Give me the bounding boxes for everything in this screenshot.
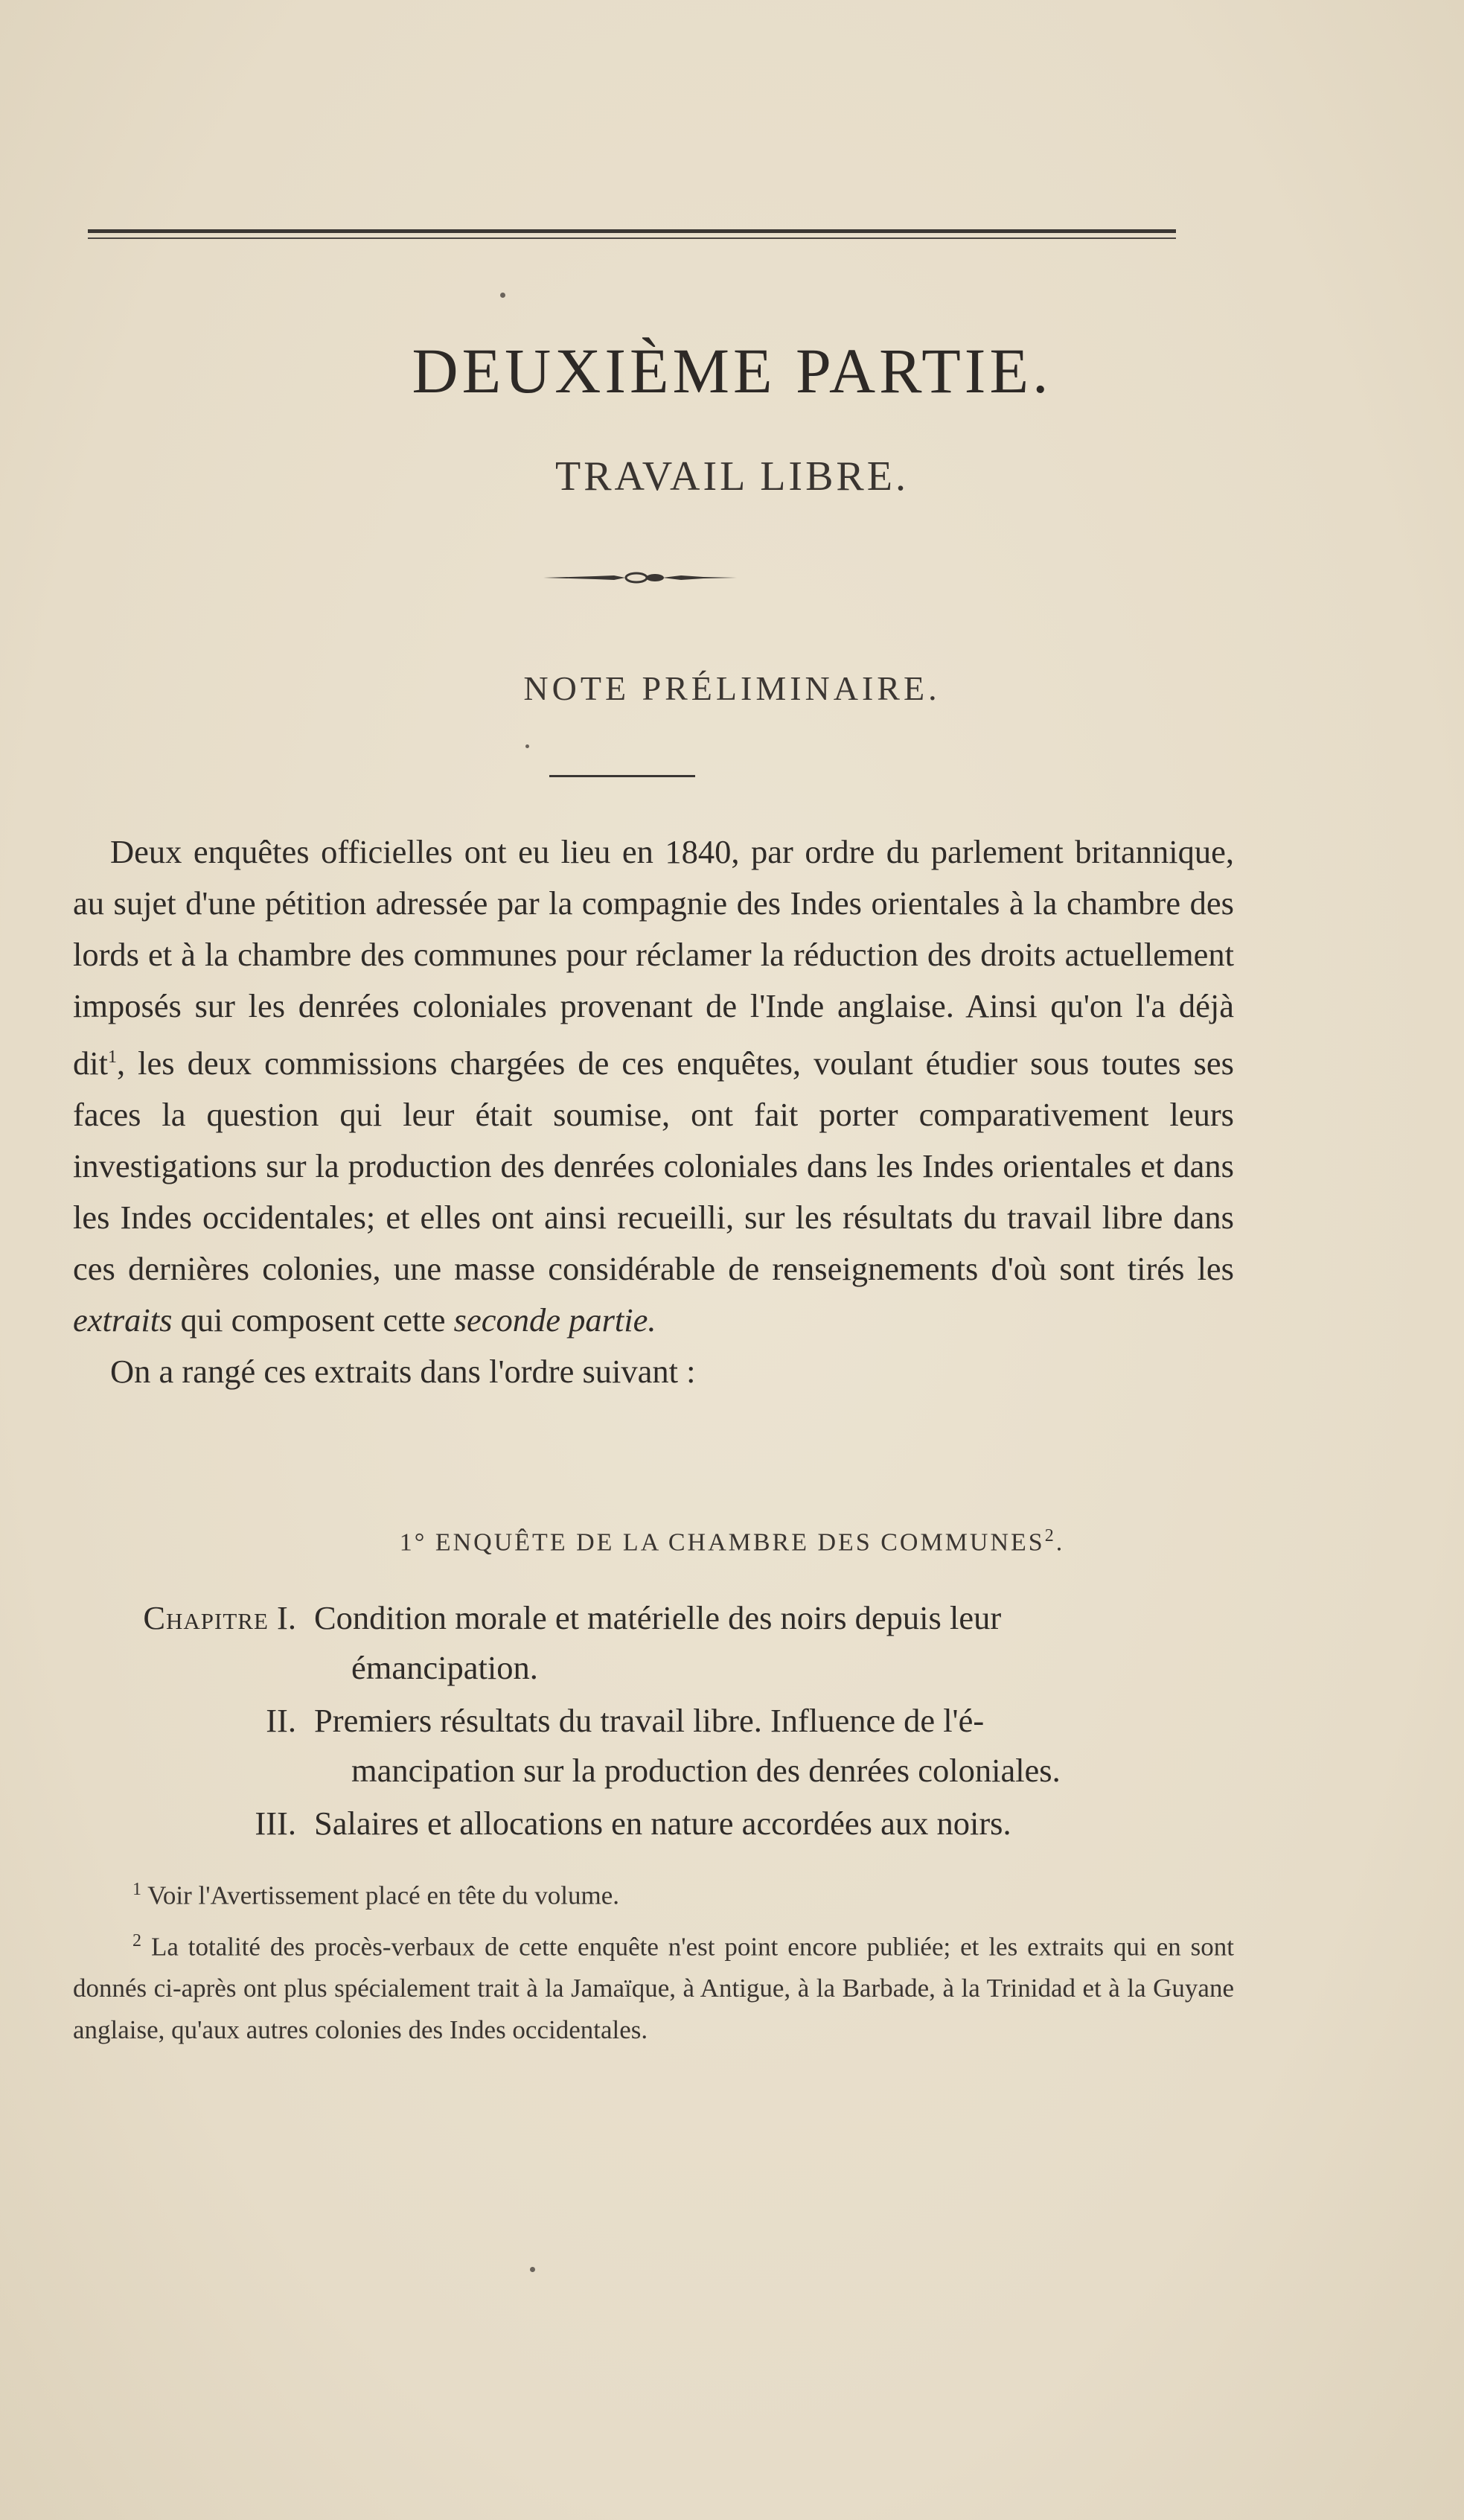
chapter-title: Premiers résultats du travail libre. Influence de l'é- [314,1702,985,1739]
chapter-title-cont: mancipation sur la production des denrées coloniales. [351,1752,1061,1789]
chapter-number: I. [277,1599,296,1636]
chapter-item [73,1593,1234,1693]
body-text [73,826,1234,1397]
chapter-item [73,1696,1234,1796]
chapter-title-cont: émancipation. [351,1649,538,1686]
chapter-item [73,1799,1234,1848]
top-double-rule [88,229,1176,239]
paragraph-2: On a rangé ces extraits dans l'ordre suivant : [110,1352,696,1390]
chapter-title: Condition morale et matérielle des noirs depuis leur [314,1599,1002,1636]
short-rule [549,775,695,777]
footnote-1: $^1$ Voir l'Avertissement placé en tête du volume. [132,1880,619,1910]
chapter-number: II. [266,1702,296,1739]
ornament-divider-icon [543,570,737,586]
paper-speck [525,744,529,748]
part-title: DEUXIÈME PARTIE. [412,335,1052,406]
chapter-list [73,1593,1234,1851]
paragraph-1: Deux enquêtes officielles ont eu lieu en 1840, par ordre du parlement britannique, au sujet d'une pétition adressée par la compagnie des Indes orientales à la chambre des lords et à la chambre des communes pour réclamer la réduction des droits actuellement imposés sur les denrées coloniales provenant de l'Inde anglaise. Ainsi qu'on l'a déjà dit$^1$, les deux commissions chargées de ces enquêtes, voulant étudier sous toutes ses faces la question qui leur était soumise, ont fait porter comparativement leurs investigations sur la production des denrées coloniales dans les Indes orientales et dans les Indes occidentales; et elles ont ainsi recueilli, sur les résultats du travail libre dans ces dernières colonies, une masse considérable de renseignements d'où sont tirés les extraits qui composent cette seconde partie. [73,833,1234,1339]
footnotes [73,1869,1234,2054]
chapter-number: III. [255,1805,296,1842]
footnote-ref: 1 [107,1047,117,1067]
paper-speck [500,293,505,298]
section-heading: 1° ENQUÊTE DE LA CHAMBRE DES COMMUNES$^2$. [399,1526,1065,1557]
footnote-2: $^2$ La totalité des procès-verbaux de cette enquête n'est point encore publiée; et les extraits qui en sont donnés ci-après ont plus spécialement trait à la Jamaïque, à Antigue, à la Barbade, à la Trinidad et à la Guyane anglaise, qu'aux autres colonies des Indes occidentales. [73,1930,1235,2045]
chapter-title: Salaires et allocations en nature accordées aux noirs. [314,1805,1011,1842]
part-subtitle: TRAVAIL LIBRE. [555,453,909,500]
note-heading: NOTE PRÉLIMINAIRE. [523,669,941,707]
paper-speck [530,2267,535,2272]
chapter-word: Chapitre [143,1599,269,1636]
footnote-ref: 2 [1044,1526,1056,1546]
